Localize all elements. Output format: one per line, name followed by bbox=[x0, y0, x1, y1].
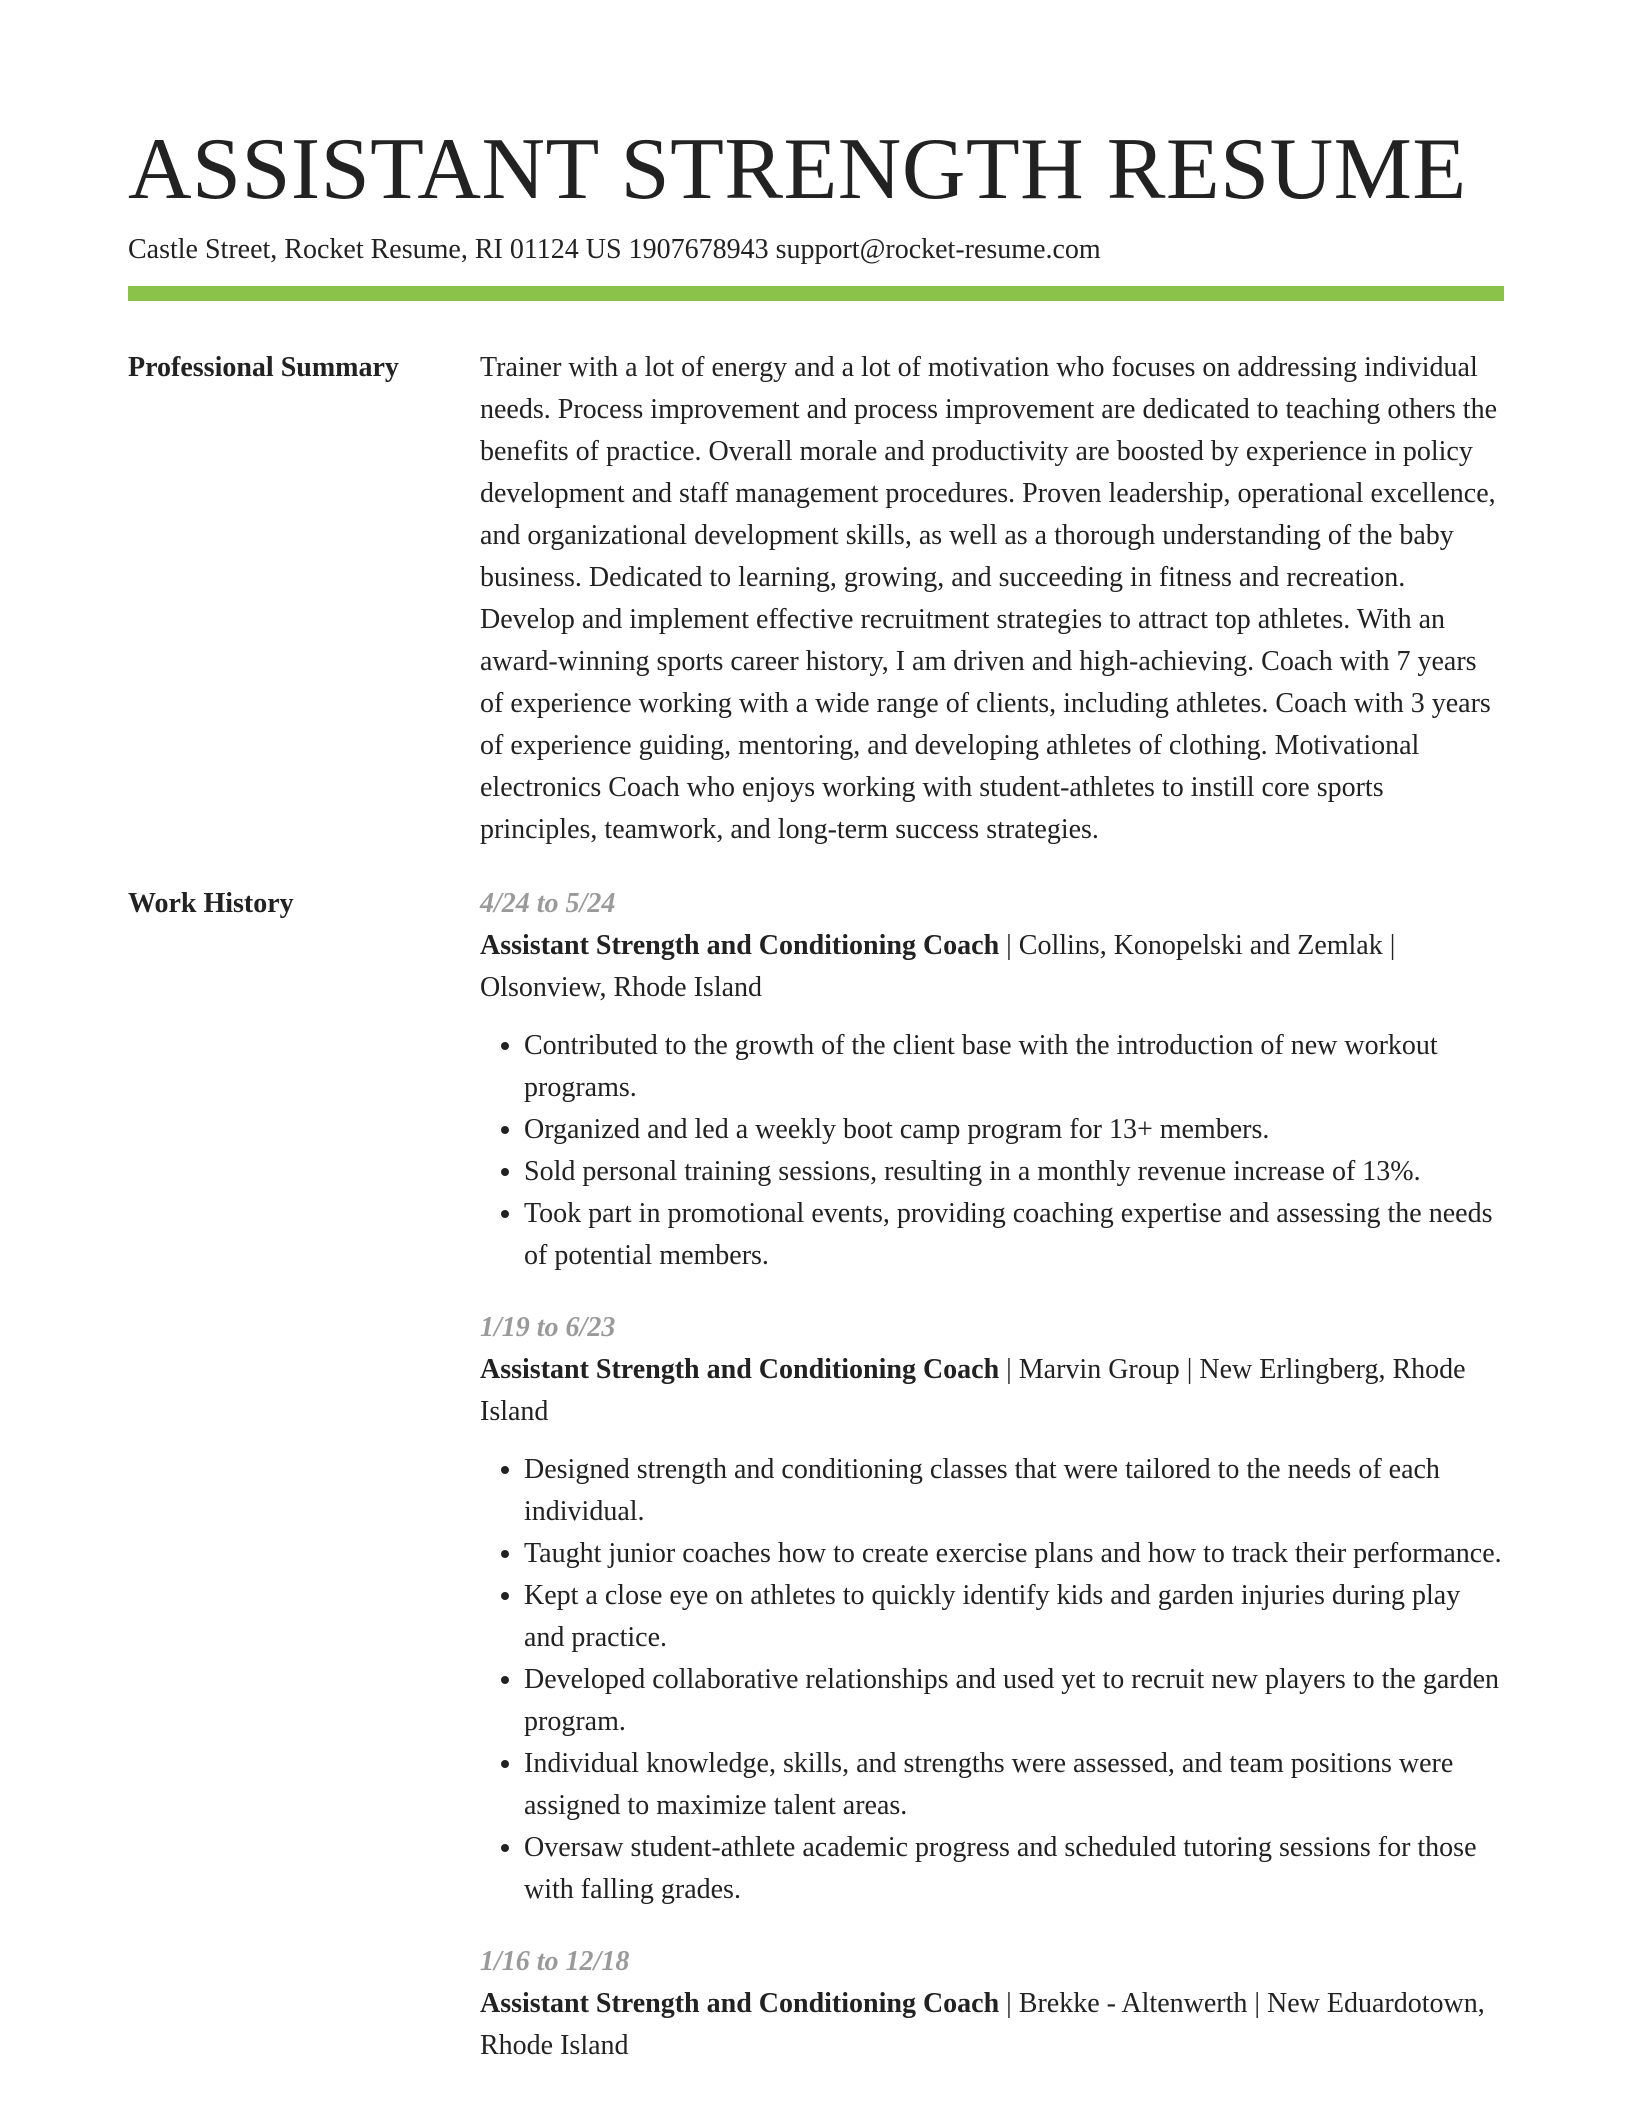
job-bullet: • Developed collaborative relationships and used yet to recruit new players to the garden program. bbox=[524, 1659, 1504, 1743]
contact-email: support@rocket-resume.com bbox=[775, 234, 1101, 265]
job-dates: 1/19 to 6/23 bbox=[480, 1312, 616, 1343]
job-bullet: • Kept a close eye on athletes to quickly identify kids and garden injuries during play and practice. bbox=[524, 1575, 1504, 1659]
job-heading bbox=[480, 925, 1504, 1009]
contact-phone: 1907678943 bbox=[628, 234, 769, 265]
contact-line bbox=[128, 230, 1504, 270]
job-heading bbox=[480, 1983, 1504, 2067]
job-role: Assistant Strength and Conditioning Coach bbox=[480, 1988, 1000, 2019]
job-entry bbox=[480, 883, 1504, 1277]
job-bullet: • Organized and led a weekly boot camp program for 13+ members. bbox=[524, 1109, 1504, 1151]
job-dates: 1/16 to 12/18 bbox=[480, 1946, 630, 1977]
job-role: Assistant Strength and Conditioning Coach bbox=[480, 1354, 1000, 1385]
job-bullet: • Oversaw student-athlete academic progress and scheduled tutoring sessions for those with falling grades. bbox=[524, 1827, 1504, 1911]
summary-section bbox=[128, 347, 1504, 851]
job-role: Assistant Strength and Conditioning Coach bbox=[480, 930, 1000, 961]
job-list bbox=[480, 883, 1504, 2067]
summary-text: Trainer with a lot of energy and a lot of motivation who focuses on addressing individual needs. Process improvement and process improvement are dedicated to teaching others the benefits of practice. Overall morale and productivity are boosted by experience in policy development and staff management procedures. Proven leadership, operational excellence, and organizational development skills, as well as a thorough understanding of the baby business. Dedicated to learning, growing, and succeeding in fitness and recreation. Develop and implement effective recruitment strategies to attract top athletes. With an award-winning sports career history, I am driven and high-achieving. Coach with 7 years of experience working with a wide range of clients, including athletes. Coach with 3 years of experience guiding, mentoring, and developing athletes of clothing. Motivational electronics Coach who enjoys working with student-athletes to instill core sports principles, teamwork, and long-term success strategies. bbox=[480, 352, 1497, 845]
job-heading bbox=[480, 1349, 1504, 1433]
job-bullets bbox=[480, 1025, 1504, 1277]
section-title-work-history: Work History bbox=[128, 888, 294, 919]
job-details: | Collins, Konopelski and Zemlak | Olsonview, Rhode Island bbox=[480, 930, 1396, 1003]
job-entry bbox=[480, 1941, 1504, 2067]
job-details: | Brekke - Altenwerth | New Eduardotown, Rhode Island bbox=[480, 1988, 1485, 2061]
contact-address: Castle Street, Rocket Resume, RI 01124 US bbox=[128, 234, 622, 265]
job-bullet: • Contributed to the growth of the client base with the introduction of new workout programs. bbox=[524, 1025, 1504, 1109]
job-bullet: • Took part in promotional events, providing coaching expertise and assessing the needs of potential members. bbox=[524, 1193, 1504, 1277]
header-divider bbox=[128, 286, 1504, 301]
job-bullets bbox=[480, 1449, 1504, 1911]
resume-title: ASSISTANT STRENGTH RESUME bbox=[128, 121, 1467, 218]
job-bullet: • Sold personal training sessions, resulting in a monthly revenue increase of 13%. bbox=[524, 1151, 1504, 1193]
job-bullet: • Taught junior coaches how to create exercise plans and how to track their performance. bbox=[524, 1533, 1504, 1575]
job-bullet: • Designed strength and conditioning classes that were tailored to the needs of each individual. bbox=[524, 1449, 1504, 1533]
resume-page bbox=[128, 120, 1504, 2067]
section-title-summary: Professional Summary bbox=[128, 352, 399, 383]
job-bullet: • Individual knowledge, skills, and strengths were assessed, and team positions were assigned to maximize talent areas. bbox=[524, 1743, 1504, 1827]
work-history-section bbox=[128, 883, 1504, 2067]
job-details: | Marvin Group | New Erlingberg, Rhode Island bbox=[480, 1354, 1466, 1427]
job-dates: 4/24 to 5/24 bbox=[480, 888, 616, 919]
job-entry bbox=[480, 1307, 1504, 1911]
